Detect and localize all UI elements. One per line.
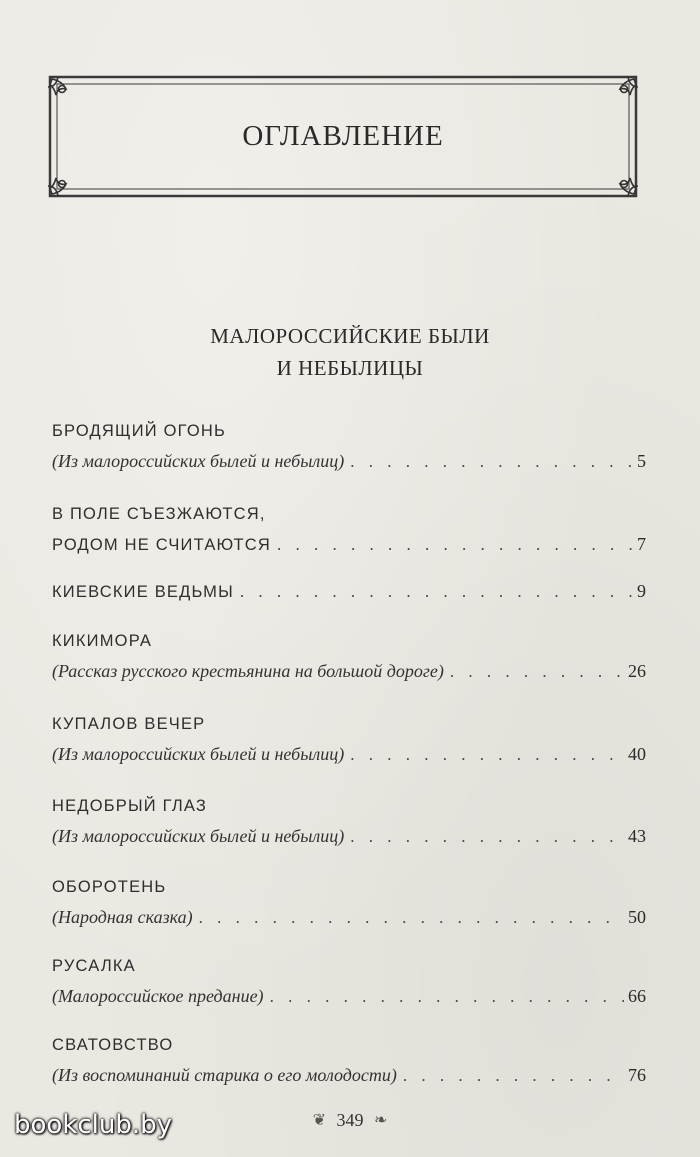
page-title: ОГЛАВЛЕНИЕ — [242, 120, 444, 152]
dot-leader — [350, 447, 633, 477]
toc-page-number: 66 — [628, 986, 646, 1006]
toc-entry[interactable] — [52, 626, 646, 686]
toc-entry-title: КИКИМОРА — [52, 632, 153, 650]
toc-page-number: 9 — [637, 581, 646, 601]
toc-entry-title: КИЕВСКИЕ ВЕДЬМЫ — [52, 583, 234, 601]
toc-page-number: 40 — [628, 744, 646, 764]
toc-entry-subtitle: (Малороссийское предание) — [52, 986, 264, 1006]
toc-entry[interactable] — [52, 791, 646, 851]
toc-entry[interactable] — [52, 576, 646, 606]
toc-entry-title: БРОДЯЩИЙ ОГОНЬ — [52, 422, 227, 440]
toc-entry-subtitle: (Из малороссийских былей и небылиц) — [52, 451, 345, 471]
dot-leader — [350, 822, 624, 852]
dot-leader — [403, 1061, 624, 1091]
ornament-right-icon: ❧ — [374, 1112, 388, 1129]
dot-leader — [450, 657, 624, 687]
toc-entry-subtitle: (Из малороссийских былей и небылиц) — [52, 744, 345, 764]
toc-entry[interactable] — [52, 709, 646, 769]
toc-entry-subtitle: (Народная сказка) — [52, 907, 193, 927]
toc-page-number: 26 — [628, 661, 646, 681]
toc-page-number: 76 — [628, 1065, 646, 1085]
dot-leader — [350, 740, 624, 770]
toc-page-number: 7 — [637, 534, 646, 554]
section-heading-line-1: МАЛОРОССИЙСКИЕ БЫЛИ — [210, 324, 490, 348]
toc-page-number: 50 — [628, 907, 646, 927]
dot-leader — [240, 577, 633, 607]
toc-entry[interactable] — [52, 416, 646, 476]
dot-leader — [199, 903, 624, 933]
section-heading — [0, 320, 700, 384]
toc-entry[interactable] — [52, 499, 646, 559]
toc-entry[interactable] — [52, 872, 646, 932]
dot-leader — [277, 530, 633, 560]
toc-entry-title: НЕДОБРЫЙ ГЛАЗ — [52, 797, 208, 815]
toc-entry-title: РУСАЛКА — [52, 957, 136, 975]
toc-entry[interactable] — [52, 1030, 646, 1090]
toc-page-number: 43 — [628, 826, 646, 846]
toc-entry-subtitle: (Рассказ русского крестьянина на большой дороге) — [52, 661, 444, 681]
ornament-left-icon: ❦ — [312, 1112, 326, 1129]
header-frame — [46, 73, 640, 200]
toc-entry[interactable] — [52, 951, 646, 1011]
toc-entry-subtitle: (Из воспоминаний старика о его молодости) — [52, 1065, 397, 1085]
toc-entry-title: СВАТОВСТВО — [52, 1036, 174, 1054]
site-watermark: bookclub.by — [14, 1110, 173, 1140]
toc-entry-title: КУПАЛОВ ВЕЧЕР — [52, 715, 206, 733]
toc-entry-title: В ПОЛЕ СЪЕЗЖАЮТСЯ, — [52, 505, 266, 523]
page-number: 349 — [336, 1110, 364, 1130]
section-heading-line-2: И НЕБЫЛИЦЫ — [276, 356, 424, 380]
toc-entry-title: ОБОРОТЕНЬ — [52, 878, 167, 896]
toc-entry-title-continued: РОДОМ НЕ СЧИТАЮТСЯ — [52, 536, 271, 554]
dot-leader — [270, 982, 624, 1012]
toc-page-number: 5 — [637, 451, 646, 471]
toc-entry-subtitle: (Из малороссийских былей и небылиц) — [52, 826, 345, 846]
